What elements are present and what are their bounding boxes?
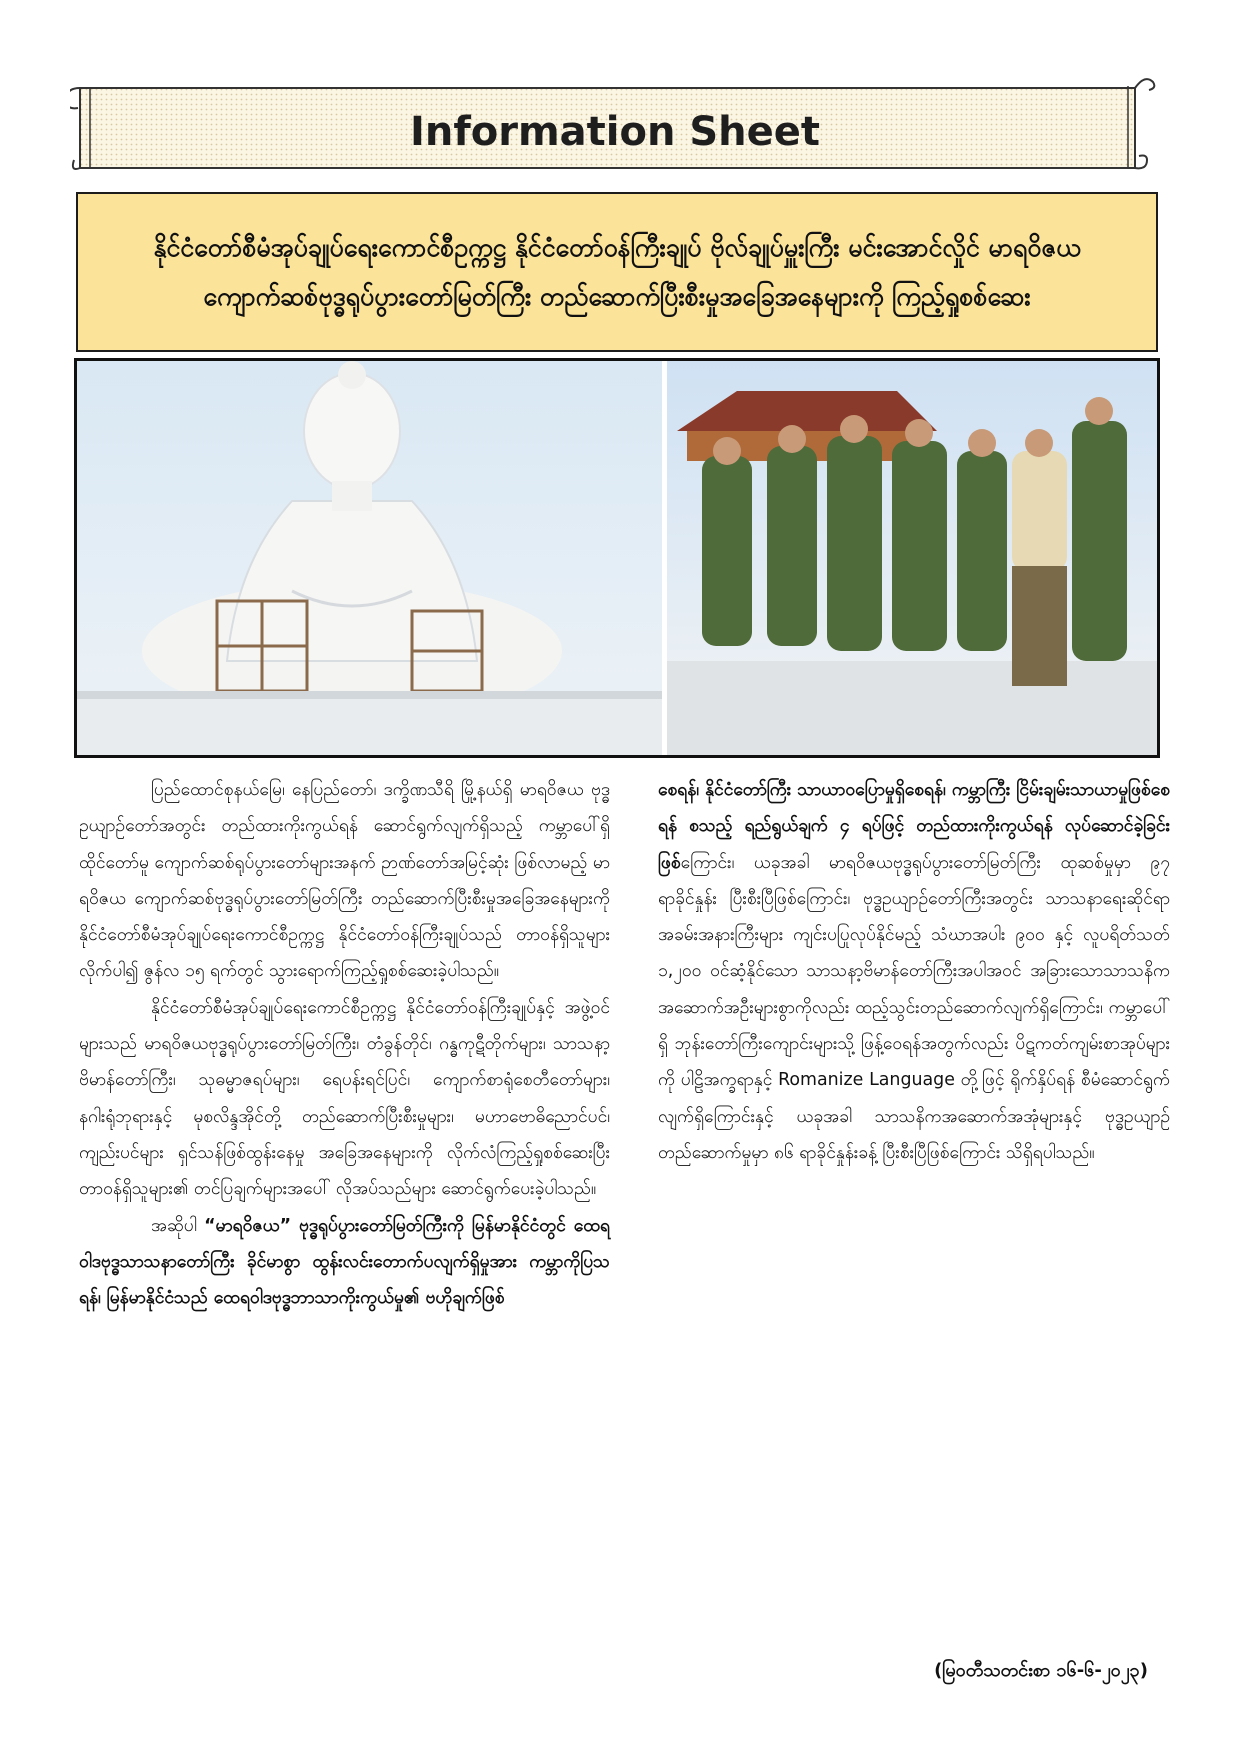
buddha-statue-photo [77,361,662,755]
photos-svg [77,361,1157,755]
photo-frame [74,358,1160,758]
paragraph-3-cont [658,772,1170,1171]
body-column-left [79,772,610,1316]
paragraph-1: ပြည်ထောင်စုနယ်မြေ၊ နေပြည်တော်၊ ဒက္ခိဏသီရိ မြို့နယ်ရှိ မာရဝိဇယ ဗုဒ္ဓဥယျာဉ်တော်အတွင်း တည်ထားကိုးကွယ်ရန် ဆောင်ရွက်လျက်ရှိသည့် ကမ္ဘာပေါ်ရှိ ထိုင်တော်မူ ကျောက်ဆစ်ရုပ်ပွားတော်များအနက် ဉာဏ်တော်အမြင့်ဆုံး ဖြစ်လာမည့် မာရဝိဇယ ကျောက်ဆစ်ဗုဒ္ဓရုပ်ပွားတော်မြတ်ကြီး တည်ဆောက်ပြီးစီးမှုအခြေအနေများကို နိုင်ငံတော်စီမံအုပ်ချုပ်ရေးကောင်စီဥက္ကဋ္ဌ နိုင်ငံတော်ဝန်ကြီးချုပ်သည် တာဝန်ရှိသူများလိုက်ပါ၍ ဇွန်လ ၁၅ ရက်တွင် သွားရောက်ကြည့်ရှုစစ်ဆေးခဲ့ပါသည်။ [79,780,610,982]
p3-lead: အဆိုပါ [151,1215,205,1236]
p3-rest: ကြောင်း၊ ယခုအခါ မာရဝိဇယဗုဒ္ဓရုပ်ပွားတော်မြတ်ကြီး ထုဆစ်မှုမှာ ၉၇ ရာခိုင်နှုန်း ပြီးစီးပြီဖြစ်ကြောင်း၊ ဗုဒ္ဓဥယျာဉ်တော်ကြီးအတွင်း သာသနာရေးဆိုင်ရာ အခမ်းအနားကြီးများ ကျင်းပပြုလုပ်နိုင်မည့် သံဃာအပါး ၉၀၀ နှင့် လူပရိတ်သတ် ၁,၂၀၀ ဝင်ဆံ့နိုင်သော သာသနာ့ဗိမာန်တော်ကြီးအပါအဝင် အခြားသောသာသနိကအဆောက်အဦးများစွာကိုလည်း ထည့်သွင်းတည်ဆောက်လျက်ရှိကြောင်း၊ ကမ္ဘာပေါ်ရှိ ဘုန်းတော်ကြီးကျောင်းများသို့ ဖြန့်ဝေရန်အတွက်လည်း ပိဋကတ်ကျမ်းစာအုပ်များကို ပါဠိအက္ခရာနှင့် Romanize Language တို့ဖြင့် ရိုက်နှိပ်ရန် စီမံဆောင်ရွက်လျက်ရှိကြောင်းနှင့် ယခုအခါ သာသနိကအဆောက်အအုံများနှင့် ဗုဒ္ဓဥယျာဉ်တည်ဆောက်မှုမှာ ၈၆ ရာခိုင်နှုန်းခန့် ပြီးစီးပြီဖြစ်ကြောင်း သိရှိရပါသည်။ [658,852,1170,1163]
banner-title: Information Sheet [409,109,821,155]
headline-box [76,192,1158,352]
body-column-right [658,772,1170,1171]
officials-photo [667,361,1157,755]
paragraph-2: နိုင်ငံတော်စီမံအုပ်ချုပ်ရေးကောင်စီဥက္ကဋ္ဌ နိုင်ငံတော်ဝန်ကြီးချုပ်နှင့် အဖွဲ့ဝင်များသည် မာရဝိဇယဗုဒ္ဓရုပ်ပွားတော်မြတ်ကြီး၊ တံခွန်တိုင်၊ ဂန္ဓကုဋီတိုက်များ၊ သာသနာ့ဗိမာန်တော်ကြီး၊ သုဓမ္မာဇရပ်များ၊ ရေပန်းရင်ပြင်၊ ကျောက်စာရုံစေတီတော်များ၊ နဂါးရုံဘုရားနှင့် မုစလိန္ဒအိုင်တို့ တည်ဆောက်ပြီးစီးမှုများ၊ မဟာဗောဓိညောင်ပင်၊ ကျည်းပင်များ ရှင်သန်ဖြစ်ထွန်းနေမှု အခြေအနေများကို လိုက်လံကြည့်ရှုစစ်ဆေးပြီး တာဝန်ရှိသူများ၏ တင်ပြချက်များအပေါ် လိုအပ်သည်များ ဆောင်ရွက်ပေးခဲ့ပါသည်။ [79,997,610,1200]
p3-quote: “မာရဝိဇယ” [204,1215,292,1236]
title-banner [70,78,1160,178]
p3-bold: ဗုဒ္ဓရုပ်ပွားတော်မြတ်ကြီးကို မြန်မာနိုင်ငံတွင် ထေရဝါဒဗုဒ္ဓသာသနာတော်ကြီး ခိုင်မာစွာ ထွန်းလင်းတောက်ပလျက်ရှိမှုအား ကမ္ဘာကိုပြသရန်၊ မြန်မာနိုင်ငံသည် ထေရဝါဒဗုဒ္ဓဘာသာကိုးကွယ်မှု၏ ဗဟိုချက်ဖြစ် [79,1215,610,1309]
headline-text: နိုင်ငံတော်စီမံအုပ်ချုပ်ရေးကောင်စီဥက္ကဋ္ဌ နိုင်ငံတော်ဝန်ကြီးချုပ် ဗိုလ်ချုပ်မှူးကြီး မင်းအောင်လှိုင် မာရဝိဇယ ကျောက်ဆစ်ဗုဒ္ဓရုပ်ပွားတော်မြတ်ကြီး တည်ဆောက်ပြီးစီးမှုအခြေအနေများကို ကြည့်ရှုစစ်ဆေး [153,233,1081,311]
paragraph-3-start [79,1208,610,1317]
p3-bold-cont: စေရန်၊ နိုင်ငံတော်ကြီး သာယာဝပြောမှုရှိစေရန်၊ ကမ္ဘာကြီး ငြိမ်းချမ်းသာယာမှုဖြစ်စေရန် စသည့် ရည်ရွယ်ချက် ၄ ရပ်ဖြင့် တည်ထားကိုးကွယ်ရန် လုပ်ဆောင်ခဲ့ခြင်းဖြစ် [658,780,1170,873]
source-citation: (မြဝတီသတင်းစာ ၁၆-၆-၂၀၂၃) [934,1660,1148,1681]
